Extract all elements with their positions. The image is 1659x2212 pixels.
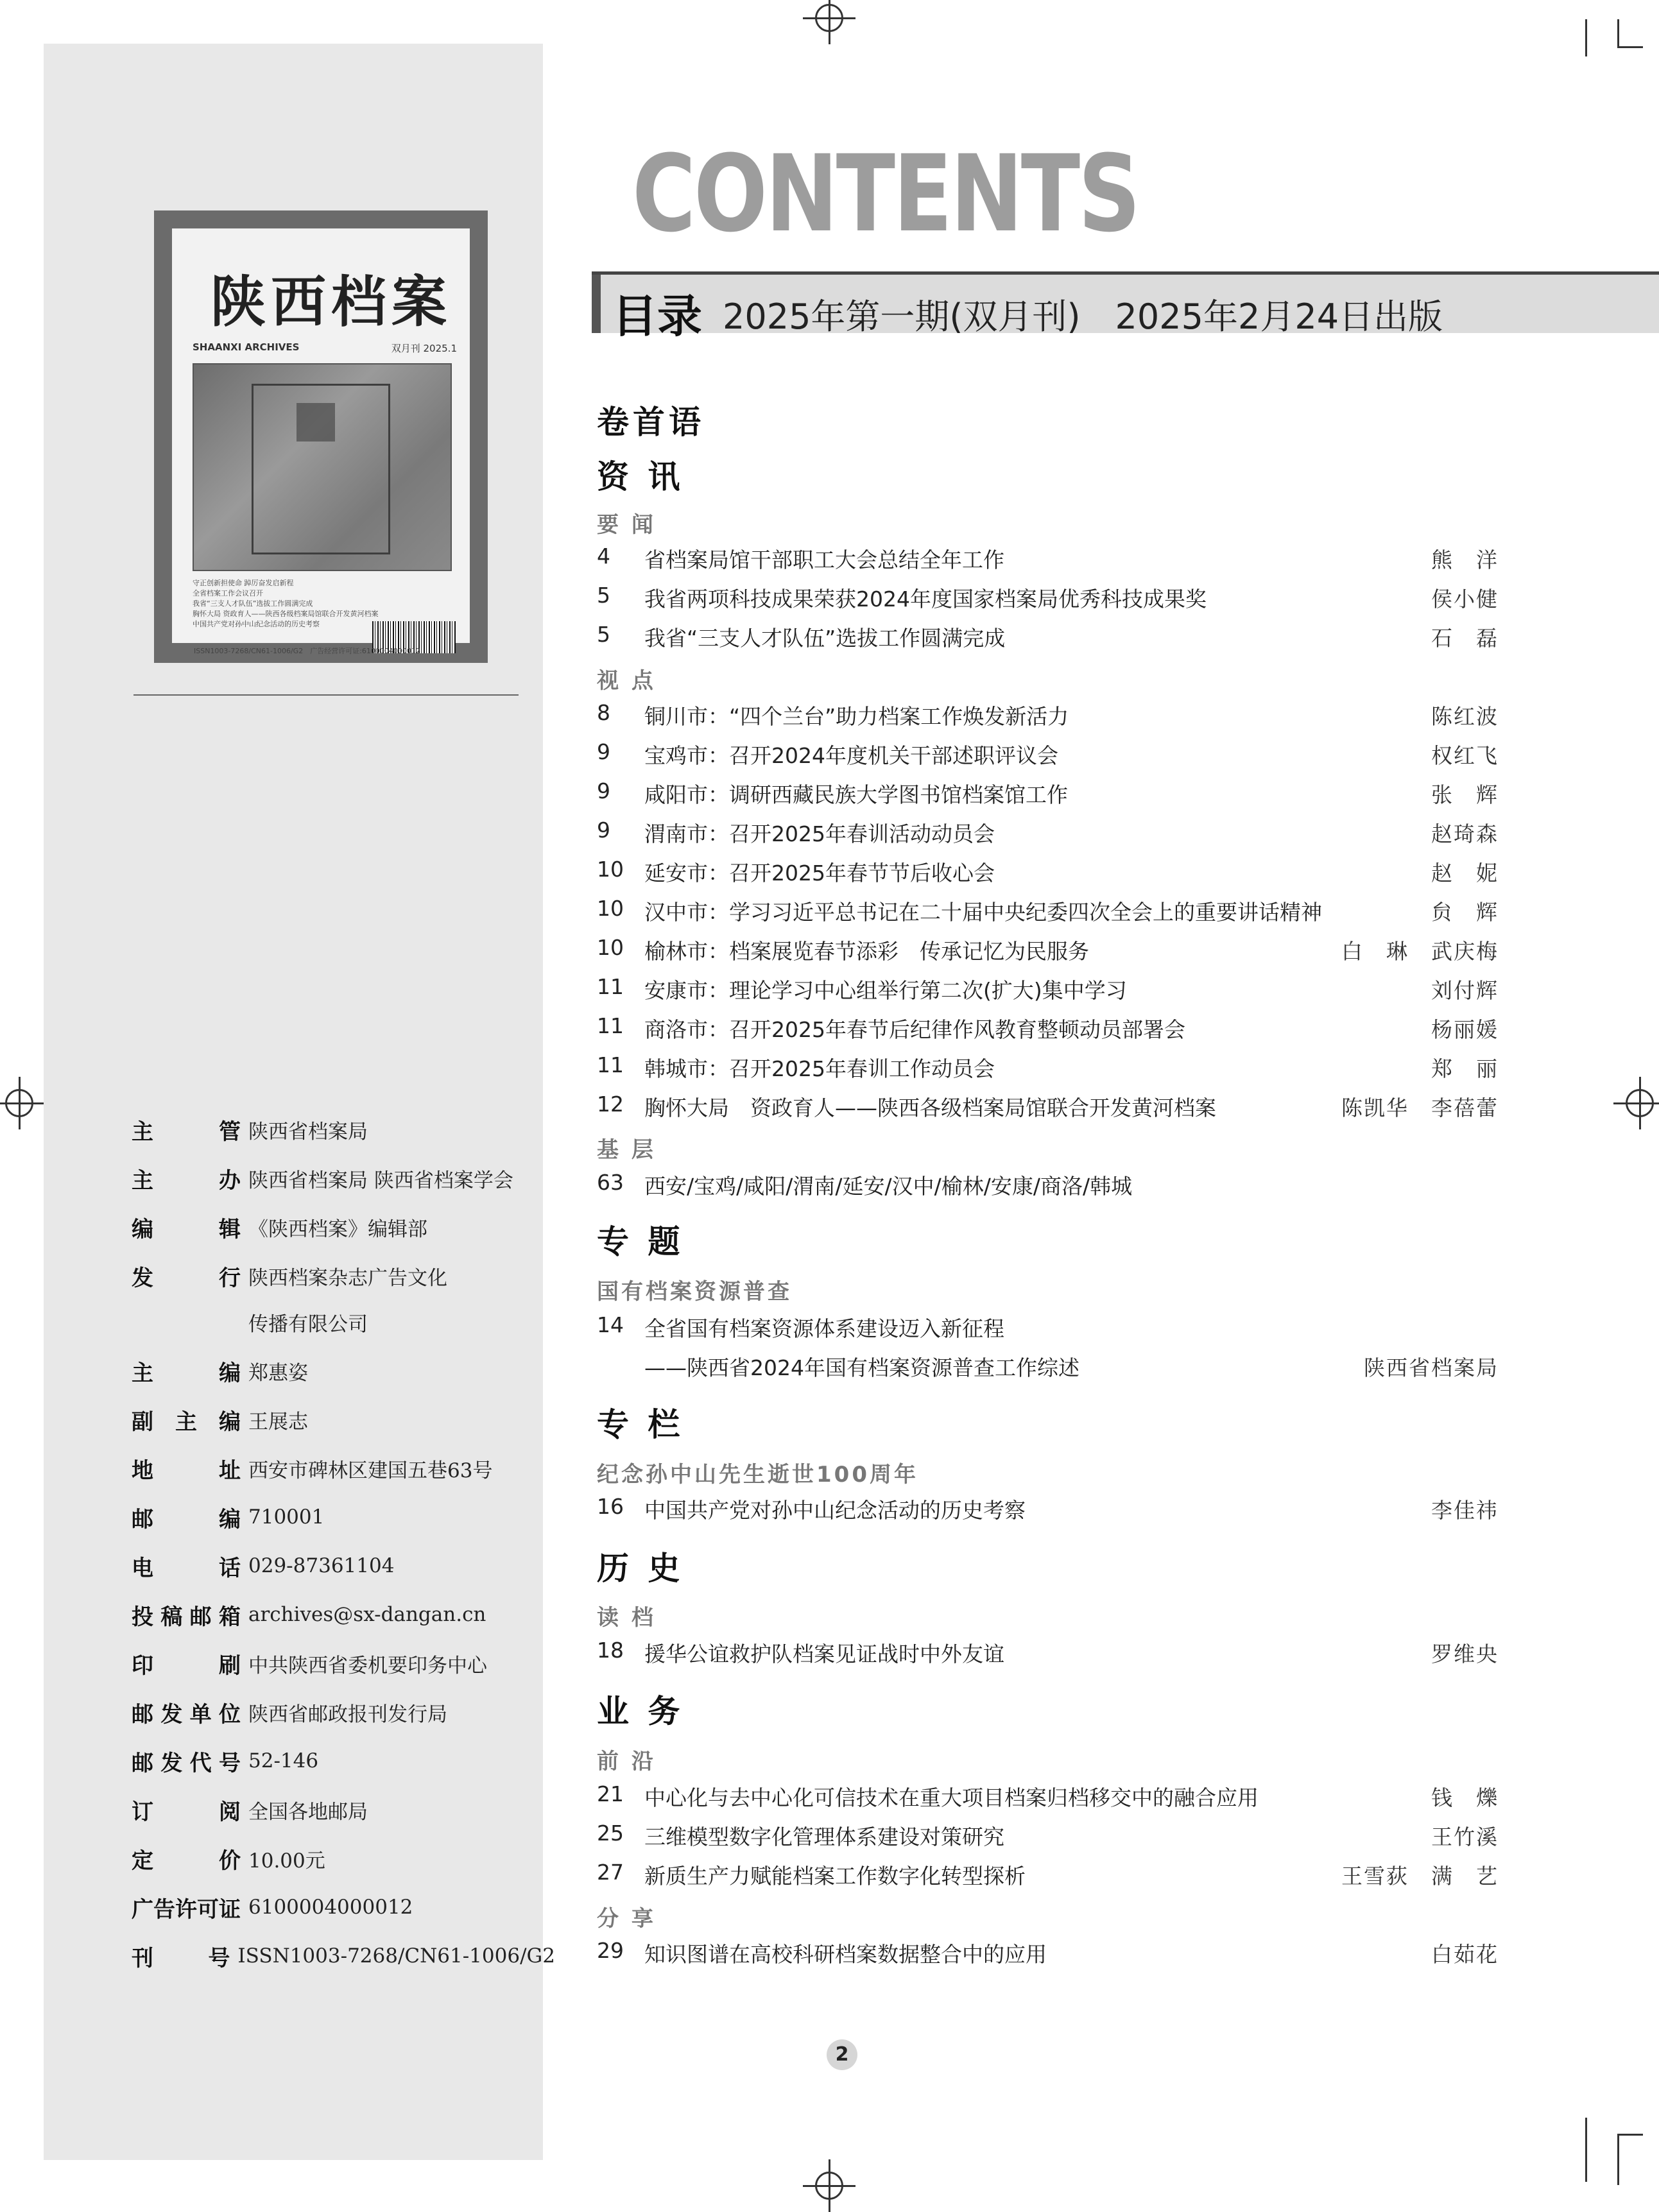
imprint-value: 6100004000012 <box>248 1896 413 1919</box>
section-title: 资 讯 <box>597 458 684 495</box>
section-title: 专 题 <box>597 1222 684 1260</box>
magazine-cover <box>154 210 488 663</box>
page-number: 2 <box>827 2039 857 2070</box>
toc-entry[interactable] <box>597 1860 1499 1897</box>
imprint-row <box>132 1208 555 1246</box>
toc-title: 安康市：理论学习中心组举行第二次(扩大)集中学习 <box>644 978 1127 1003</box>
masthead-bar <box>592 271 1659 343</box>
toc-entry[interactable] <box>597 1781 1499 1819</box>
toc-page: 29 <box>597 1938 624 1963</box>
toc-title: 中国共产党对孙中山纪念活动的历史考察 <box>644 1498 1026 1523</box>
toc-author: 钱 爍 <box>1431 1785 1499 1810</box>
imprint-value: 《陕西档案》编辑部 <box>248 1217 427 1241</box>
cover-title: 陕西档案 <box>211 270 452 334</box>
imprint-value: 029-87361104 <box>248 1554 395 1577</box>
toc-entry[interactable] <box>597 739 1499 776</box>
toc-page: 10 <box>597 857 624 882</box>
cover-paper <box>172 228 470 655</box>
imprint-value: 陕西省邮政报刊发行局 <box>248 1702 447 1726</box>
toc-title: 胸怀大局 资政育人——陕西各级档案局馆联合开发黄河档案 <box>644 1095 1216 1120</box>
imprint-value: 10.00元 <box>248 1849 325 1873</box>
cover-headline: 中国共产党对孙中山纪念活动的历史考察 <box>193 620 320 628</box>
toc-title: 省档案局馆干部职工大会总结全年工作 <box>644 547 1004 572</box>
imprint-row <box>132 1498 555 1536</box>
toc-entry[interactable] <box>597 1351 1499 1389</box>
section-title: 专 栏 <box>597 1405 684 1443</box>
cover-headline: 全省档案工作会议召开 <box>193 589 263 597</box>
toc-title: 全省国有档案资源体系建设迈入新征程 <box>644 1316 1004 1341</box>
crop-mark <box>1617 2134 1619 2185</box>
cover-headlines <box>193 578 379 630</box>
cover-headline: 守正创新担使命 踔厉奋发启新程 <box>193 579 294 587</box>
cover-issn: ISSN1003-7268/CN61-1006/G2 广告经营许可证:6100004000012 <box>194 647 420 655</box>
imprint-label: 主 办 <box>132 1167 241 1194</box>
imprint-label: 印 刷 <box>132 1652 241 1679</box>
toc-page: 12 <box>597 1092 624 1117</box>
toc-page: 10 <box>597 935 624 960</box>
toc-entry[interactable] <box>597 1170 1499 1207</box>
cover-archive-photo <box>193 363 452 571</box>
imprint-value: 陕西省档案局 陕西省档案学会 <box>248 1169 513 1192</box>
imprint-value: 西安市碑林区建国五巷63号 <box>248 1459 493 1482</box>
toc-author: 郑 丽 <box>1431 1056 1499 1081</box>
toc-title: 三维模型数字化管理体系建设对策研究 <box>644 1824 1004 1849</box>
subsection-title: 读 档 <box>597 1605 656 1631</box>
subsection-title: 分 享 <box>597 1906 656 1932</box>
toc-entry[interactable] <box>597 1494 1499 1531</box>
toc-page: 27 <box>597 1860 624 1885</box>
toc-author: 陈红波 <box>1431 704 1499 729</box>
imprint-row <box>132 1256 555 1295</box>
imprint-label: 电 话 <box>132 1555 241 1581</box>
imprint-label: 邮 编 <box>132 1506 241 1532</box>
registration-mark <box>1626 1089 1654 1117</box>
toc-title: 援华公谊救护队档案见证战时中外友谊 <box>644 1642 1004 1667</box>
toc-author: 白茹花 <box>1431 1942 1499 1967</box>
toc-title: 渭南市：召开2025年春训活动动员会 <box>644 821 995 846</box>
toc-title: 榆林市：档案展览春节添彩 传承记忆为民服务 <box>644 939 1089 964</box>
toc-author: 王竹溪 <box>1431 1824 1499 1849</box>
toc-title: 宝鸡市：召开2024年度机关干部述职评议会 <box>644 743 1058 768</box>
toc-title: 咸阳市：调研西藏民族大学图书馆档案馆工作 <box>644 782 1068 807</box>
toc-author: 熊 洋 <box>1431 547 1499 572</box>
toc-author: 罗维央 <box>1431 1642 1499 1667</box>
imprint-row <box>132 1888 555 1926</box>
subsection-title: 视 点 <box>597 668 656 694</box>
toc-title: 商洛市：召开2025年春节后纪律作风教育整顿动员部署会 <box>644 1017 1185 1042</box>
toc-author: 白 琳 武庆梅 <box>1341 939 1499 964</box>
imprint-row <box>132 1400 555 1439</box>
crop-mark <box>1617 2134 1643 2136</box>
toc-title: 西安/宝鸡/咸阳/渭南/延安/汉中/榆林/安康/商洛/韩城 <box>644 1174 1133 1199</box>
toc-author: 王雪荻 满 艺 <box>1341 1864 1499 1889</box>
registration-mark <box>815 2172 843 2200</box>
toc-entry[interactable] <box>597 1638 1499 1675</box>
toc-title: 汉中市：学习习近平总书记在二十届中央纪委四次全会上的重要讲话精神 <box>644 900 1322 925</box>
imprint-value: 郑惠姿 <box>248 1361 308 1385</box>
toc-page: 18 <box>597 1638 624 1663</box>
toc-page: 63 <box>597 1170 624 1195</box>
imprint-value: 王展志 <box>248 1410 308 1434</box>
toc-entry[interactable] <box>597 544 1499 581</box>
imprint-value: 陕西档案杂志广告文化 <box>248 1266 447 1290</box>
mulu-label: 目录 <box>612 290 702 343</box>
imprint-label: 订 阅 <box>132 1799 241 1825</box>
contents-heading: CONTENTS <box>632 132 1139 255</box>
toc-entry[interactable] <box>597 1013 1499 1050</box>
subsection-title: 国有档案资源普查 <box>597 1279 792 1305</box>
toc-author: 侯小健 <box>1431 587 1499 612</box>
toc-page: 25 <box>597 1821 624 1846</box>
imprint-row <box>132 1644 555 1683</box>
imprint-value: 710001 <box>248 1505 325 1529</box>
toc-page: 4 <box>597 544 610 569</box>
imprint-label: 主 管 <box>132 1119 241 1145</box>
toc-page: 9 <box>597 778 610 803</box>
registration-mark <box>815 4 843 32</box>
toc-entry[interactable] <box>597 1938 1499 1975</box>
toc-page: 5 <box>597 583 610 608</box>
toc-author: 赵琦森 <box>1431 821 1499 846</box>
toc-author: 李佳祎 <box>1431 1498 1499 1523</box>
imprint-row <box>132 1839 555 1878</box>
toc-page: 16 <box>597 1494 624 1519</box>
toc-entry[interactable] <box>597 818 1499 855</box>
issue-line: 2025年第一期(双月刊) 2025年2月24日出版 <box>723 296 1443 337</box>
toc-title: 我省“三支人才队伍”选拔工作圆满完成 <box>644 626 1006 651</box>
toc-title: 铜川市：“四个兰台”助力档案工作焕发新活力 <box>644 704 1069 729</box>
imprint-value: 传播有限公司 <box>248 1312 368 1336</box>
cover-issue: 双月刊 2025.1 <box>391 343 457 354</box>
toc-entry[interactable] <box>597 1821 1499 1858</box>
toc-author: 刘付辉 <box>1431 978 1499 1003</box>
cover-headline: 我省“三支人才队伍”选拔工作圆满完成 <box>193 599 313 608</box>
toc-entry[interactable] <box>597 700 1499 737</box>
toc-entry[interactable] <box>597 622 1499 659</box>
imprint-label: 编 辑 <box>132 1216 241 1242</box>
toc-page: 10 <box>597 896 624 921</box>
crop-mark <box>1617 19 1619 47</box>
subsection-title: 基 层 <box>597 1137 656 1163</box>
toc-entry[interactable] <box>597 583 1499 620</box>
subsection-title: 纪念孙中山先生逝世100周年 <box>597 1462 918 1488</box>
toc-entry[interactable] <box>597 935 1499 972</box>
imprint-row <box>132 1547 555 1585</box>
imprint-value: ISSN1003-7268/CN61-1006/G2 <box>237 1944 555 1968</box>
toc-page: 11 <box>597 974 624 999</box>
imprint-label: 副主编 <box>132 1409 241 1435</box>
toc-title: 韩城市：召开2025年春训工作动员会 <box>644 1056 995 1081</box>
imprint-row <box>132 1937 555 1975</box>
toc-author: 张 辉 <box>1431 782 1499 807</box>
imprint-row <box>132 1449 555 1488</box>
imprint-value: 全国各地邮局 <box>248 1800 368 1824</box>
toc-page: 9 <box>597 818 610 843</box>
cover-english-title: SHAANXI ARCHIVES <box>193 341 300 353</box>
toc-entry[interactable] <box>597 896 1499 933</box>
toc-title: ——陕西省2024年国有档案资源普查工作综述 <box>644 1355 1079 1380</box>
crop-mark <box>1585 19 1587 56</box>
imprint-row <box>132 1351 555 1390</box>
imprint-value: 52-146 <box>248 1749 319 1772</box>
imprint-row <box>132 1595 555 1634</box>
registration-mark <box>5 1089 33 1117</box>
toc-title: 延安市：召开2025年春节节后收心会 <box>644 861 995 886</box>
toc-author: 贠 辉 <box>1431 900 1499 925</box>
toc-title: 知识图谱在高校科研档案数据整合中的应用 <box>644 1942 1047 1967</box>
section-title: 业 务 <box>597 1692 684 1730</box>
imprint-label: 发 行 <box>132 1265 241 1291</box>
toc-entry[interactable] <box>597 778 1499 816</box>
imprint-row <box>132 1303 555 1341</box>
toc-title: 新质生产力赋能档案工作数字化转型探析 <box>644 1864 1026 1889</box>
toc-page: 9 <box>597 739 610 764</box>
imprint-row <box>132 1790 555 1829</box>
toc-author: 石 磊 <box>1431 626 1499 651</box>
crop-mark <box>1617 46 1643 48</box>
section-title: 历 史 <box>597 1549 684 1587</box>
imprint-row <box>132 1693 555 1731</box>
cover-headline: 胸怀大局 资政育人——陕西各级档案局馆联合开发黄河档案 <box>193 610 379 618</box>
toc-page: 21 <box>597 1781 624 1806</box>
toc-page: 11 <box>597 1052 624 1077</box>
toc-page: 14 <box>597 1312 624 1337</box>
section-title: 卷首语 <box>597 403 705 441</box>
subsection-title: 要 闻 <box>597 512 656 538</box>
toc-title: 中心化与去中心化可信技术在重大项目档案归档移交中的融合应用 <box>644 1785 1259 1810</box>
toc-entry[interactable] <box>597 1052 1499 1090</box>
toc-author: 陕西省档案局 <box>1364 1355 1499 1380</box>
toc-title: 我省两项科技成果荣获2024年度国家档案局优秀科技成果奖 <box>644 587 1207 612</box>
imprint-row <box>132 1742 555 1780</box>
imprint-value: 中共陕西省委机要印务中心 <box>248 1654 487 1677</box>
imprint-label: 邮发单位 <box>132 1701 241 1728</box>
imprint-label: 地 址 <box>132 1457 241 1484</box>
imprint-label: 定 价 <box>132 1848 241 1874</box>
imprint-row <box>132 1110 555 1149</box>
masthead-rule <box>592 271 1659 275</box>
toc-entry[interactable] <box>597 974 1499 1011</box>
toc-author: 赵 妮 <box>1431 861 1499 886</box>
subsection-title: 前 沿 <box>597 1749 656 1774</box>
sidebar-divider <box>133 694 519 696</box>
toc-entry[interactable] <box>597 857 1499 894</box>
toc-author: 杨丽媛 <box>1431 1017 1499 1042</box>
imprint-label: 刊 号 <box>132 1945 230 1971</box>
toc-page: 8 <box>597 700 610 725</box>
imprint-label: 邮发代号 <box>132 1750 241 1776</box>
toc-author: 陈凯华 李蓓蕾 <box>1341 1095 1499 1120</box>
toc-author: 权红飞 <box>1431 743 1499 768</box>
crop-mark <box>1585 2118 1587 2182</box>
toc-entry[interactable] <box>597 1092 1499 1129</box>
imprint-label: 主 编 <box>132 1360 241 1386</box>
imprint-label: 广告许可证 <box>132 1896 241 1923</box>
toc-page: 11 <box>597 1013 624 1038</box>
imprint-row <box>132 1159 555 1197</box>
imprint-value: archives@sx-dangan.cn <box>248 1603 486 1626</box>
imprint-label: 投稿邮箱 <box>132 1604 241 1630</box>
toc-page: 5 <box>597 622 610 647</box>
toc-entry[interactable] <box>597 1312 1499 1350</box>
imprint-value: 陕西省档案局 <box>248 1120 368 1144</box>
